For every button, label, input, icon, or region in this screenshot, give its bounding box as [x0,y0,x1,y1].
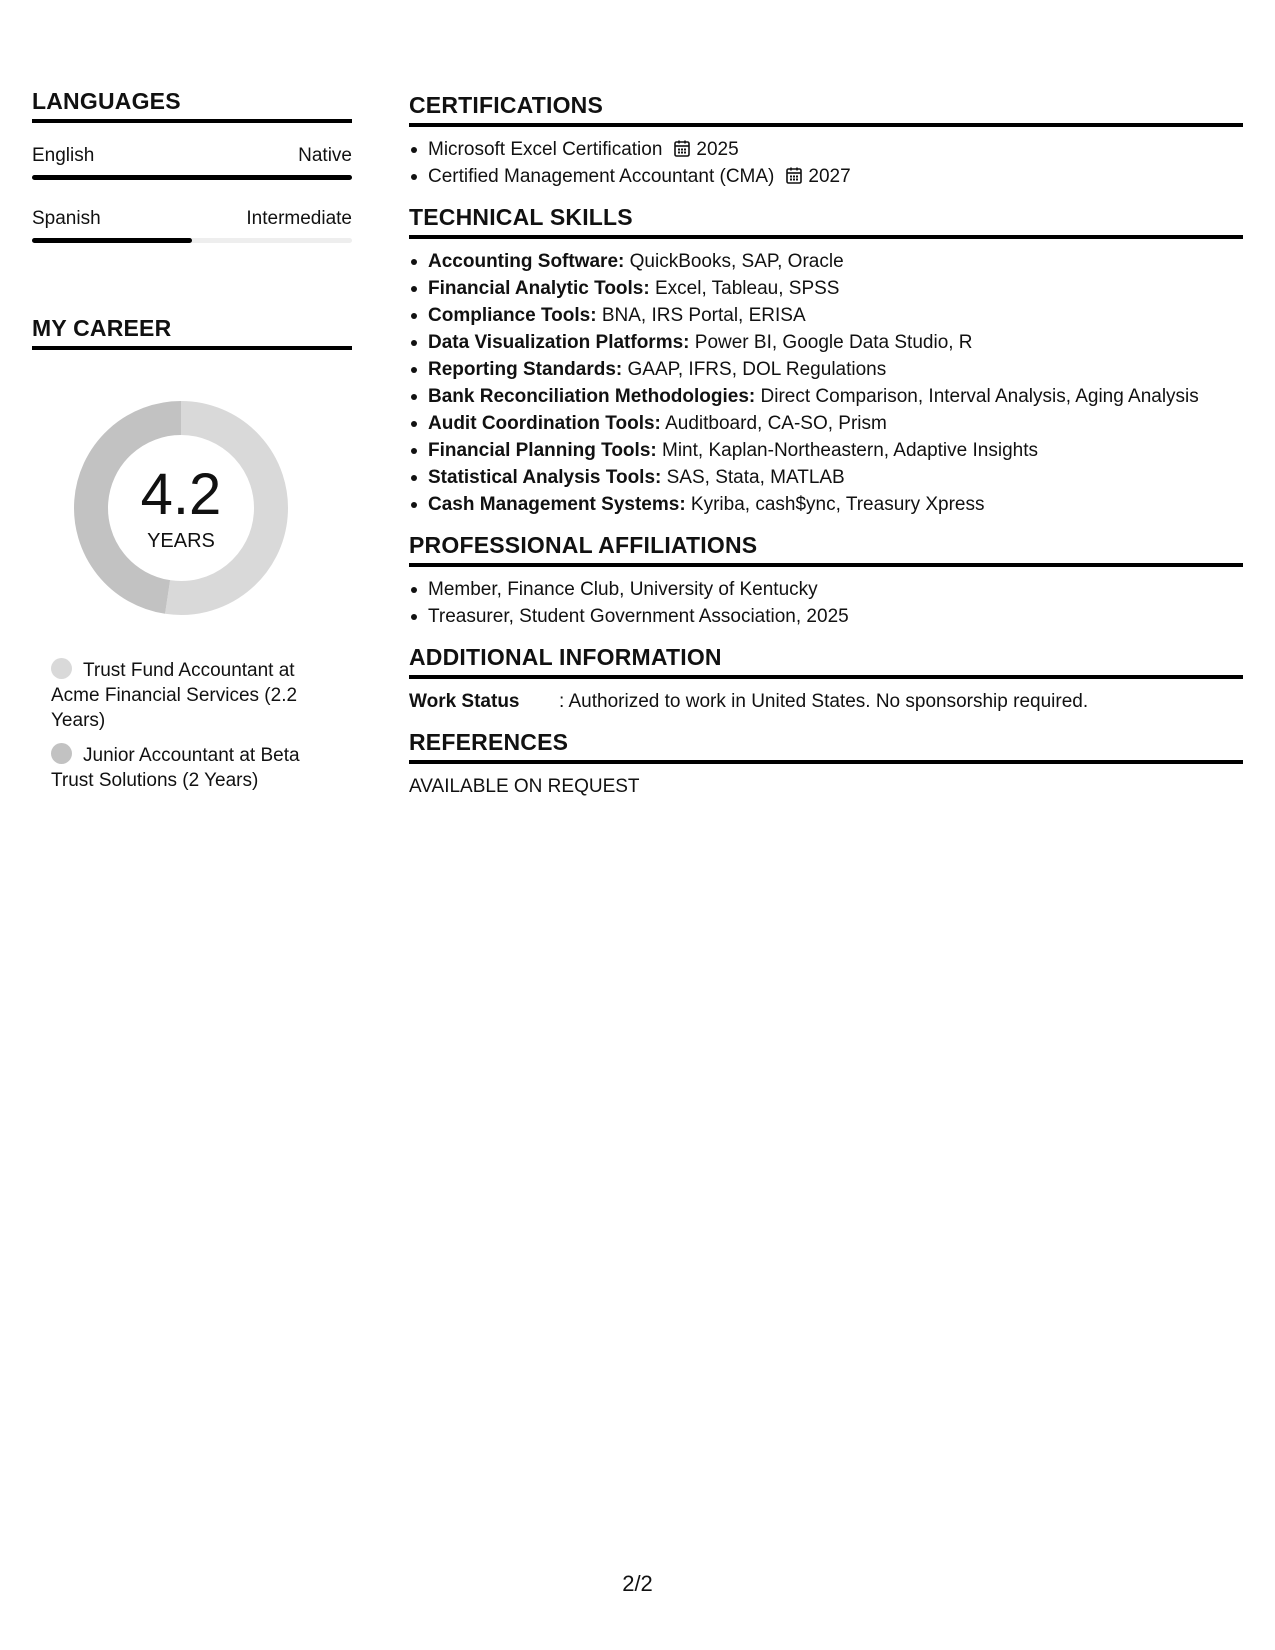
affiliations-section [409,532,1243,630]
list-item [409,302,1243,329]
skill-category: Statistical Analysis Tools: [428,467,662,488]
certification-year: 2025 [696,139,739,160]
work-status-value: : Authorized to work in United States. No sponsorship required. [559,691,1089,712]
technical-skills-section [409,204,1243,518]
skill-values: Direct Comparison, Interval Analysis, Aging Analysis [755,386,1199,407]
references-heading: REFERENCES [409,729,1243,764]
affiliations-heading: PROFESSIONAL AFFILIATIONS [409,532,1243,567]
work-status-label: Work Status [409,691,520,712]
legend-item [51,743,321,793]
additional-information-section [409,644,1243,715]
technical-skills-heading: TECHNICAL SKILLS [409,204,1243,239]
language-proficiency-bar [32,238,352,243]
skill-category: Reporting Standards: [428,359,623,380]
skill-category: Cash Management Systems: [428,494,686,515]
language-item-spanish [32,208,352,243]
legend-item [51,658,321,733]
languages-heading: LANGUAGES [32,88,352,123]
list-item [409,491,1243,518]
left-column [32,88,352,803]
list-item [409,356,1243,383]
career-heading: MY CAREER [32,315,352,350]
skill-values: SAS, Stata, MATLAB [661,467,845,488]
calendar-icon [674,140,690,157]
language-proficiency-fill [32,238,192,243]
additional-information-heading: ADDITIONAL INFORMATION [409,644,1243,679]
list-item: Treasurer, Student Government Association, 2025 [409,603,1243,630]
legend-label: Junior Accountant at Beta Trust Solutions (2 Years) [51,745,300,791]
list-item: Member, Finance Club, University of Kentucky [409,576,1243,603]
skill-values: QuickBooks, SAP, Oracle [624,251,844,272]
list-item [409,329,1243,356]
skill-values: Kyriba, cash$ync, Treasury Xpress [685,494,985,515]
list-item [409,248,1243,275]
career-donut-chart [67,394,295,622]
skill-category: Bank Reconciliation Methodologies: [428,386,756,407]
language-level: Intermediate [246,208,352,229]
language-name: English [32,145,95,166]
list-item [409,437,1243,464]
list-item [409,383,1243,410]
page-number: 2/2 [622,1571,653,1596]
legend-dot-icon [51,658,72,679]
skill-values: Auditboard, CA-SO, Prism [660,413,887,434]
legend-dot-icon [51,743,72,764]
list-item [409,275,1243,302]
language-name: Spanish [32,208,101,229]
skill-category: Financial Planning Tools: [428,440,657,461]
career-total-value: 4.2 [140,462,222,527]
certifications-heading: CERTIFICATIONS [409,92,1243,127]
skill-category: Accounting Software: [428,251,625,272]
language-proficiency-bar [32,175,352,180]
certifications-section [409,92,1243,190]
skill-category: Audit Coordination Tools: [428,413,661,434]
list-item [409,136,1243,163]
list-item [409,410,1243,437]
skill-values: BNA, IRS Portal, ERISA [596,305,806,326]
career-legend [51,658,321,793]
legend-label: Trust Fund Accountant at Acme Financial Services (2.2 Years) [51,660,298,731]
certification-name: Certified Management Accountant (CMA) [428,166,775,187]
list-item [409,163,1243,190]
language-proficiency-fill [32,175,352,180]
list-item [409,464,1243,491]
language-level: Native [298,145,352,166]
skill-category: Financial Analytic Tools: [428,278,650,299]
skill-values: GAAP, IFRS, DOL Regulations [622,359,887,380]
skill-values: Excel, Tableau, SPSS [649,278,840,299]
skill-category: Compliance Tools: [428,305,597,326]
skill-values: Mint, Kaplan-Northeastern, Adaptive Insights [656,440,1038,461]
references-text: AVAILABLE ON REQUEST [409,776,640,797]
calendar-icon [786,167,802,184]
language-item-english [32,145,352,180]
right-column [409,92,1243,814]
work-status-row [409,688,1243,715]
career-total-unit: YEARS [147,530,215,552]
skill-values: Power BI, Google Data Studio, R [689,332,973,353]
certification-name: Microsoft Excel Certification [428,139,663,160]
references-section [409,729,1243,800]
skill-category: Data Visualization Platforms: [428,332,690,353]
certification-year: 2027 [808,166,851,187]
